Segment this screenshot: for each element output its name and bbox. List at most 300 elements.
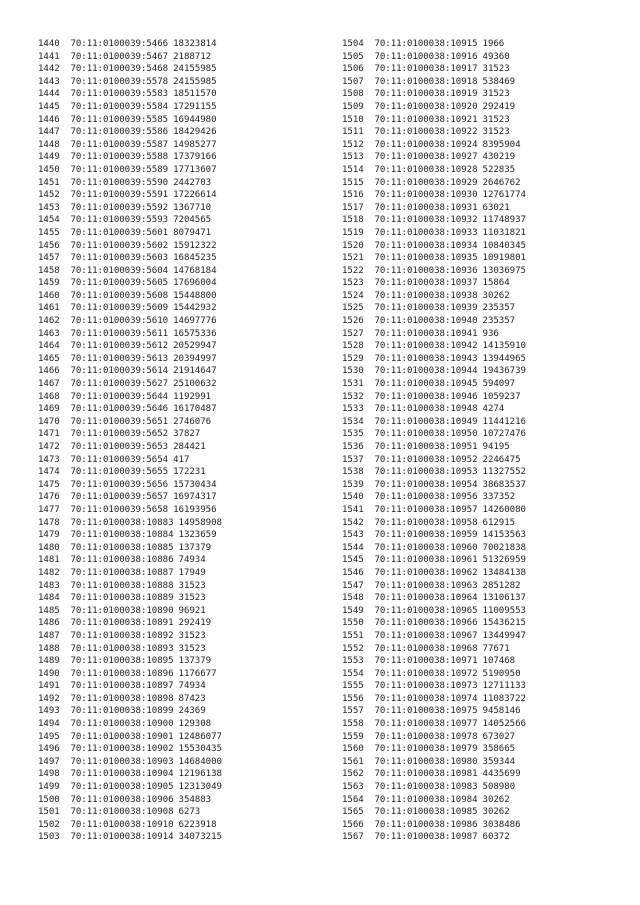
- row-index: 1444: [38, 89, 60, 100]
- cadastral-number: 70:11:0100038:10985: [374, 807, 478, 818]
- list-item: [342, 517, 632, 530]
- row-index: 1520: [342, 240, 364, 251]
- cadastral-number: 70:11:0100038:10904: [70, 769, 174, 780]
- row-value: 96921: [178, 605, 206, 616]
- row-value: 15448800: [173, 290, 217, 301]
- row-value: 16170487: [173, 404, 217, 415]
- row-index: 1551: [342, 630, 364, 641]
- row-index: 1453: [38, 202, 60, 213]
- list-item: [38, 164, 328, 177]
- cadastral-number: 70:11:0100038:10981: [374, 769, 478, 780]
- row-index: 1461: [38, 303, 60, 314]
- list-item: [38, 479, 328, 492]
- cadastral-number: 70:11:0100038:10954: [374, 479, 478, 490]
- cadastral-number: 70:11:0100038:10886: [70, 555, 174, 566]
- cadastral-number: 70:11:0100039:5604: [70, 265, 169, 276]
- row-index: 1469: [38, 404, 60, 415]
- cadastral-number: 70:11:0100038:10885: [70, 542, 174, 553]
- row-value: 31523: [178, 580, 206, 591]
- list-item: [38, 139, 328, 152]
- row-value: 538469: [482, 76, 516, 87]
- list-item: [342, 554, 632, 567]
- right-column: [342, 38, 632, 844]
- row-value: 63021: [482, 202, 510, 213]
- cadastral-number: 70:11:0100039:5627: [70, 379, 169, 390]
- cadastral-number: 70:11:0100038:10902: [70, 744, 174, 755]
- row-value: 292419: [178, 618, 212, 629]
- list-item: [342, 693, 632, 706]
- row-value: 235357: [482, 303, 516, 314]
- row-value: 5190950: [482, 668, 521, 679]
- row-value: 359344: [482, 756, 516, 767]
- row-value: 235357: [482, 316, 516, 327]
- row-index: 1475: [38, 479, 60, 490]
- row-index: 1479: [38, 530, 60, 541]
- row-value: 11083722: [482, 693, 526, 704]
- list-item: [38, 542, 328, 555]
- row-value: 15436215: [482, 618, 526, 629]
- row-value: 74934: [178, 681, 206, 692]
- list-item: [342, 214, 632, 227]
- row-value: 20529947: [173, 341, 217, 352]
- row-value: 17949: [178, 567, 206, 578]
- list-item: [342, 51, 632, 64]
- list-item: [342, 76, 632, 89]
- row-index: 1456: [38, 240, 60, 251]
- list-item: [38, 794, 328, 807]
- row-value: 2746076: [173, 416, 212, 427]
- row-index: 1465: [38, 353, 60, 364]
- row-index: 1540: [342, 492, 364, 503]
- list-item: [342, 441, 632, 454]
- list-item: [342, 542, 632, 555]
- row-index: 1471: [38, 429, 60, 440]
- list-item: [38, 831, 328, 844]
- list-item: [38, 781, 328, 794]
- row-value: 21914647: [173, 366, 217, 377]
- cadastral-number: 70:11:0100039:5610: [70, 316, 169, 327]
- cadastral-number: 70:11:0100038:10972: [374, 668, 478, 679]
- cadastral-number: 70:11:0100039:5611: [70, 328, 169, 339]
- list-item: [342, 617, 632, 630]
- row-index: 1485: [38, 605, 60, 616]
- row-index: 1510: [342, 114, 364, 125]
- cadastral-number: 70:11:0100038:10933: [374, 227, 478, 238]
- list-item: [342, 504, 632, 517]
- row-index: 1545: [342, 555, 364, 566]
- row-value: 16193956: [173, 504, 217, 515]
- row-index: 1501: [38, 807, 60, 818]
- list-item: [342, 38, 632, 51]
- row-index: 1523: [342, 278, 364, 289]
- row-index: 1491: [38, 681, 60, 692]
- cadastral-number: 70:11:0100038:10884: [70, 530, 174, 541]
- list-item: [342, 315, 632, 328]
- row-value: 17226614: [173, 190, 217, 201]
- row-value: 15530435: [178, 744, 222, 755]
- row-index: 1512: [342, 139, 364, 150]
- list-item: [38, 491, 328, 504]
- list-item: [342, 340, 632, 353]
- cadastral-number: 70:11:0100039:5602: [70, 240, 169, 251]
- row-value: 508980: [482, 782, 516, 793]
- cadastral-number: 70:11:0100039:5655: [70, 467, 169, 478]
- row-index: 1445: [38, 101, 60, 112]
- list-item: [342, 378, 632, 391]
- cadastral-number: 70:11:0100038:10941: [374, 328, 478, 339]
- cadastral-number: 70:11:0100038:10951: [374, 442, 478, 452]
- cadastral-number: 70:11:0100038:10927: [374, 152, 478, 163]
- row-index: 1440: [38, 39, 60, 49]
- list-item: [38, 252, 328, 265]
- cadastral-number: 70:11:0100038:10959: [374, 530, 478, 541]
- cadastral-number: 70:11:0100038:10892: [70, 630, 174, 641]
- row-index: 1498: [38, 769, 60, 780]
- cadastral-number: 70:11:0100038:10945: [374, 379, 478, 390]
- list-item: [38, 617, 328, 630]
- list-item: [342, 328, 632, 341]
- cadastral-number: 70:11:0100038:10928: [374, 164, 478, 175]
- row-index: 1454: [38, 215, 60, 226]
- list-item: [38, 126, 328, 139]
- row-value: 14052566: [482, 719, 526, 730]
- row-index: 1508: [342, 89, 364, 100]
- row-index: 1482: [38, 567, 60, 578]
- row-index: 1470: [38, 416, 60, 427]
- row-index: 1560: [342, 744, 364, 755]
- row-value: 337352: [482, 492, 516, 503]
- row-value: 13106137: [482, 593, 526, 604]
- row-index: 1555: [342, 681, 364, 692]
- row-value: 11327552: [482, 467, 526, 478]
- row-index: 1477: [38, 504, 60, 515]
- row-value: 284421: [173, 442, 206, 452]
- cadastral-number: 70:11:0100038:10890: [70, 605, 174, 616]
- row-index: 1538: [342, 467, 364, 478]
- cadastral-number: 70:11:0100038:10962: [374, 567, 478, 578]
- row-index: 1476: [38, 492, 60, 503]
- row-value: 6273: [178, 807, 201, 818]
- list-item: [342, 403, 632, 416]
- cadastral-number: 70:11:0100038:10900: [70, 719, 174, 730]
- list-item: [342, 491, 632, 504]
- cadastral-number: 70:11:0100038:10942: [374, 341, 478, 352]
- row-value: 936: [482, 328, 499, 339]
- list-item: [342, 126, 632, 139]
- list-item: [342, 227, 632, 240]
- row-index: 1514: [342, 164, 364, 175]
- row-value: 137379: [178, 656, 212, 667]
- list-item: [342, 416, 632, 429]
- row-value: 107468: [482, 656, 516, 667]
- list-item: [38, 731, 328, 744]
- list-item: [38, 365, 328, 378]
- list-item: [38, 680, 328, 693]
- cadastral-number: 70:11:0100038:10934: [374, 240, 478, 251]
- row-index: 1483: [38, 580, 60, 591]
- cadastral-number: 70:11:0100039:5601: [70, 227, 169, 238]
- row-value: 417: [173, 454, 190, 465]
- cadastral-number: 70:11:0100039:5614: [70, 366, 169, 377]
- row-value: 14958908: [178, 517, 222, 528]
- list-item: [342, 781, 632, 794]
- row-index: 1446: [38, 114, 60, 125]
- cadastral-number: 70:11:0100038:10910: [70, 819, 174, 830]
- row-index: 1441: [38, 51, 60, 62]
- cadastral-number: 70:11:0100039:5646: [70, 404, 169, 415]
- list-item: [342, 466, 632, 479]
- cadastral-number: 70:11:0100038:10899: [70, 706, 174, 717]
- cadastral-number: 70:11:0100038:10964: [374, 593, 478, 604]
- row-index: 1458: [38, 265, 60, 276]
- cadastral-number: 70:11:0100039:5654: [70, 454, 169, 465]
- cadastral-number: 70:11:0100039:5608: [70, 290, 169, 301]
- row-index: 1552: [342, 643, 364, 654]
- row-index: 1494: [38, 719, 60, 730]
- row-index: 1539: [342, 479, 364, 490]
- row-value: 594097: [482, 379, 516, 390]
- row-index: 1467: [38, 379, 60, 390]
- row-index: 1448: [38, 139, 60, 150]
- row-index: 1497: [38, 756, 60, 767]
- list-item: [38, 38, 328, 51]
- row-index: 1544: [342, 542, 364, 553]
- list-item: [38, 240, 328, 253]
- list-item: [342, 831, 632, 844]
- row-index: 1488: [38, 643, 60, 654]
- cadastral-number: 70:11:0100039:5466: [70, 39, 169, 49]
- row-value: 16944980: [173, 114, 217, 125]
- list-item: [342, 529, 632, 542]
- list-item: [38, 202, 328, 215]
- row-value: 354883: [178, 794, 212, 805]
- row-value: 10840345: [482, 240, 526, 251]
- row-index: 1502: [38, 819, 60, 830]
- row-value: 292419: [482, 101, 516, 112]
- list-item: [342, 794, 632, 807]
- row-index: 1517: [342, 202, 364, 213]
- row-value: 12711133: [482, 681, 526, 692]
- row-index: 1519: [342, 227, 364, 238]
- row-value: 2646762: [482, 177, 521, 188]
- list-item: [38, 768, 328, 781]
- row-index: 1564: [342, 794, 364, 805]
- row-index: 1549: [342, 605, 364, 616]
- row-index: 1489: [38, 656, 60, 667]
- row-value: 25100632: [173, 379, 217, 390]
- row-index: 1516: [342, 190, 364, 201]
- cadastral-number: 70:11:0100038:10901: [70, 731, 174, 742]
- list-item: [342, 240, 632, 253]
- row-index: 1550: [342, 618, 364, 629]
- cadastral-number: 70:11:0100039:5653: [70, 442, 169, 452]
- cadastral-number: 70:11:0100038:10889: [70, 593, 174, 604]
- row-index: 1478: [38, 517, 60, 528]
- cadastral-number: 70:11:0100038:10888: [70, 580, 174, 591]
- list-item: [38, 114, 328, 127]
- cadastral-number: 70:11:0100038:10937: [374, 278, 478, 289]
- cadastral-number: 70:11:0100038:10914: [70, 832, 174, 843]
- row-value: 522835: [482, 164, 516, 175]
- cadastral-number: 70:11:0100038:10920: [374, 101, 478, 112]
- row-value: 1323659: [178, 530, 217, 541]
- row-value: 14768184: [173, 265, 217, 276]
- row-index: 1472: [38, 442, 60, 452]
- list-item: [38, 151, 328, 164]
- list-item: [342, 88, 632, 101]
- cadastral-number: 70:11:0100039:5583: [70, 89, 169, 100]
- row-value: 37827: [173, 429, 201, 440]
- cadastral-number: 70:11:0100038:10986: [374, 819, 478, 830]
- row-value: 51326959: [482, 555, 526, 566]
- list-item: [342, 668, 632, 681]
- row-index: 1481: [38, 555, 60, 566]
- list-item: [342, 731, 632, 744]
- list-item: [342, 252, 632, 265]
- row-index: 1455: [38, 227, 60, 238]
- row-index: 1442: [38, 64, 60, 75]
- row-value: 31523: [482, 64, 510, 75]
- row-value: 2442703: [173, 177, 212, 188]
- cadastral-number: 70:11:0100038:10917: [374, 64, 478, 75]
- cadastral-number: 70:11:0100038:10957: [374, 504, 478, 515]
- row-value: 1966: [482, 39, 505, 49]
- cadastral-number: 70:11:0100039:5613: [70, 353, 169, 364]
- cadastral-number: 70:11:0100038:10897: [70, 681, 174, 692]
- row-index: 1505: [342, 51, 364, 62]
- row-value: 20394997: [173, 353, 217, 364]
- list-item: [38, 302, 328, 315]
- cadastral-number: 70:11:0100039:5651: [70, 416, 169, 427]
- row-value: 11009553: [482, 605, 526, 616]
- list-item: [342, 718, 632, 731]
- list-item: [342, 277, 632, 290]
- row-index: 1527: [342, 328, 364, 339]
- cadastral-number: 70:11:0100038:10979: [374, 744, 478, 755]
- list-item: [38, 391, 328, 404]
- cadastral-number: 70:11:0100038:10965: [374, 605, 478, 616]
- row-index: 1525: [342, 303, 364, 314]
- cadastral-number: 70:11:0100038:10922: [374, 127, 478, 138]
- row-index: 1447: [38, 127, 60, 138]
- row-value: 16575336: [173, 328, 217, 339]
- list-item: [342, 592, 632, 605]
- list-item: [38, 428, 328, 441]
- cadastral-number: 70:11:0100038:10948: [374, 404, 478, 415]
- list-item: [38, 718, 328, 731]
- row-value: 15912322: [173, 240, 217, 251]
- row-value: 12761774: [482, 190, 526, 201]
- list-item: [342, 428, 632, 441]
- row-value: 31523: [482, 127, 510, 138]
- list-item: [342, 151, 632, 164]
- row-value: 31523: [178, 593, 206, 604]
- cadastral-number: 70:11:0100039:5656: [70, 479, 169, 490]
- row-value: 137379: [178, 542, 212, 553]
- row-value: 87423: [178, 693, 206, 704]
- row-index: 1499: [38, 782, 60, 793]
- row-value: 12196138: [178, 769, 222, 780]
- row-index: 1547: [342, 580, 364, 591]
- cadastral-number: 70:11:0100038:10980: [374, 756, 478, 767]
- row-index: 1468: [38, 391, 60, 402]
- cadastral-number: 70:11:0100038:10891: [70, 618, 174, 629]
- row-value: 10919801: [482, 253, 526, 264]
- row-index: 1548: [342, 593, 364, 604]
- cadastral-number: 70:11:0100038:10932: [374, 215, 478, 226]
- row-value: 16845235: [173, 253, 217, 264]
- list-item: [342, 63, 632, 76]
- row-index: 1450: [38, 164, 60, 175]
- row-value: 34073215: [178, 832, 222, 843]
- list-item: [38, 76, 328, 89]
- cadastral-number: 70:11:0100038:10949: [374, 416, 478, 427]
- row-value: 17713607: [173, 164, 217, 175]
- cadastral-number: 70:11:0100038:10931: [374, 202, 478, 213]
- list-item: [38, 580, 328, 593]
- row-value: 30262: [482, 794, 510, 805]
- row-index: 1546: [342, 567, 364, 578]
- list-item: [38, 403, 328, 416]
- cadastral-number: 70:11:0100038:10935: [374, 253, 478, 264]
- list-item: [38, 504, 328, 517]
- cadastral-number: 70:11:0100038:10983: [374, 782, 478, 793]
- cadastral-number: 70:11:0100039:5603: [70, 253, 169, 264]
- cadastral-number: 70:11:0100038:10973: [374, 681, 478, 692]
- row-value: 4274: [482, 404, 505, 415]
- list-item: [38, 668, 328, 681]
- list-item: [342, 202, 632, 215]
- cadastral-number: 70:11:0100038:10971: [374, 656, 478, 667]
- row-value: 15730434: [173, 479, 217, 490]
- cadastral-number: 70:11:0100038:10908: [70, 807, 174, 818]
- row-index: 1558: [342, 719, 364, 730]
- cadastral-number: 70:11:0100039:5593: [70, 215, 169, 226]
- cadastral-number: 70:11:0100038:10958: [374, 517, 478, 528]
- row-value: 6223918: [178, 819, 217, 830]
- cadastral-number: 70:11:0100039:5605: [70, 278, 169, 289]
- list-item: [38, 743, 328, 756]
- list-item: [342, 454, 632, 467]
- list-item: [38, 630, 328, 643]
- row-index: 1553: [342, 656, 364, 667]
- row-value: 31523: [178, 643, 206, 654]
- row-value: 430219: [482, 152, 516, 163]
- list-item: [38, 643, 328, 656]
- row-index: 1511: [342, 127, 364, 138]
- cadastral-number: 70:11:0100038:10921: [374, 114, 478, 125]
- list-item: [342, 680, 632, 693]
- cadastral-number: 70:11:0100038:10950: [374, 429, 478, 440]
- row-index: 1562: [342, 769, 364, 780]
- cadastral-number: 70:11:0100038:10953: [374, 467, 478, 478]
- list-item: [342, 655, 632, 668]
- row-index: 1473: [38, 454, 60, 465]
- cadastral-number: 70:11:0100039:5589: [70, 164, 169, 175]
- cadastral-number: 70:11:0100038:10987: [374, 832, 478, 843]
- row-value: 49360: [482, 51, 510, 62]
- row-value: 3038486: [482, 819, 521, 830]
- row-index: 1542: [342, 517, 364, 528]
- row-value: 24155985: [173, 76, 217, 87]
- list-item: [342, 643, 632, 656]
- row-value: 12313049: [178, 782, 222, 793]
- row-index: 1460: [38, 290, 60, 301]
- row-index: 1464: [38, 341, 60, 352]
- list-item: [38, 63, 328, 76]
- cadastral-number: 70:11:0100038:10916: [374, 51, 478, 62]
- row-index: 1474: [38, 467, 60, 478]
